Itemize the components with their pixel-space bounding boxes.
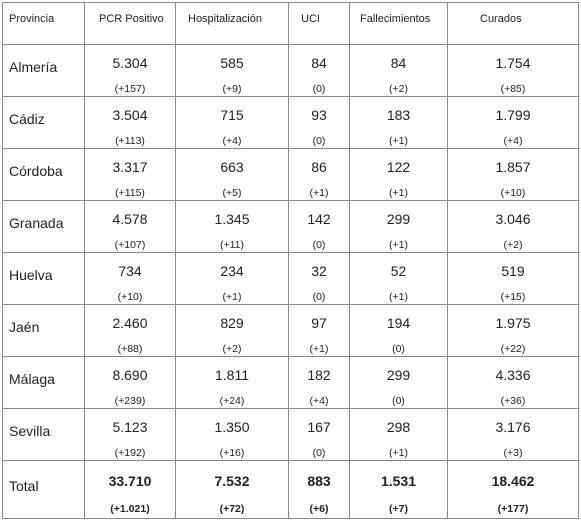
cell-pcr-positivo: [85, 45, 176, 97]
covid-province-table: [2, 2, 579, 519]
cell-value: 1.754: [495, 55, 531, 71]
cell-hospitalizacion: [176, 461, 289, 519]
cell-value: 84: [390, 55, 407, 71]
cell-value: 1.345: [214, 211, 250, 227]
cell-fallecimientos: [350, 253, 448, 305]
header-curados: Curados: [448, 3, 579, 45]
province-name: Sevilla: [3, 409, 85, 461]
cell-daily-change: (+2): [222, 343, 242, 355]
cell-value: 585: [220, 55, 244, 71]
cell-curados: [448, 461, 579, 519]
cell-value: 1.975: [495, 315, 531, 331]
cell-fallecimientos: [350, 97, 448, 149]
cell-fallecimientos: [350, 409, 448, 461]
cell-daily-change: (+4): [222, 135, 242, 147]
cell-value: 18.462: [491, 473, 535, 489]
cell-value: 3.504: [112, 107, 148, 123]
cell-daily-change: (+6): [309, 503, 329, 515]
cell-value: 1.799: [495, 107, 531, 123]
cell-value: 829: [220, 315, 244, 331]
cell-fallecimientos: [350, 461, 448, 519]
cell-daily-change: (0): [312, 291, 326, 303]
cell-daily-change: (+72): [219, 503, 245, 515]
table-total-row: [3, 461, 579, 519]
cell-value: 194: [386, 315, 411, 331]
province-name: Granada: [3, 201, 85, 253]
province-name: Cádiz: [3, 97, 85, 149]
cell-value: 734: [118, 263, 142, 279]
cell-daily-change: (+192): [114, 447, 146, 459]
cell-uci: [289, 97, 350, 149]
cell-hospitalizacion: [176, 253, 289, 305]
cell-hospitalizacion: [176, 97, 289, 149]
cell-daily-change: (0): [312, 447, 326, 459]
cell-daily-change: (+1): [222, 291, 242, 303]
cell-daily-change: (+157): [114, 83, 146, 95]
cell-hospitalizacion: [176, 305, 289, 357]
cell-uci: [289, 461, 350, 519]
cell-value: 8.690: [112, 367, 148, 383]
cell-daily-change: (+15): [500, 291, 526, 303]
cell-value: 299: [386, 211, 411, 227]
cell-value: 234: [220, 263, 244, 279]
cell-daily-change: (0): [392, 395, 405, 407]
cell-value: 4.578: [112, 211, 148, 227]
cell-value: 84: [311, 55, 327, 71]
cell-daily-change: (+7): [389, 503, 408, 515]
cell-value: 1.857: [495, 159, 531, 175]
cell-daily-change: (+1): [309, 187, 329, 199]
cell-hospitalizacion: [176, 409, 289, 461]
cell-pcr-positivo: [85, 461, 176, 519]
cell-value: 93: [311, 107, 327, 123]
header-hospitalizacion: Hospitalización: [176, 3, 289, 45]
cell-daily-change: (+3): [503, 447, 523, 459]
table-row: [3, 45, 579, 97]
cell-fallecimientos: [350, 45, 448, 97]
cell-daily-change: (+177): [497, 503, 529, 515]
cell-daily-change: (0): [312, 239, 326, 251]
cell-value: 5.123: [112, 419, 148, 435]
cell-curados: [448, 409, 579, 461]
cell-daily-change: (+11): [219, 239, 245, 251]
table-row: [3, 253, 579, 305]
cell-value: 142: [307, 211, 331, 227]
cell-value: 663: [220, 159, 244, 175]
cell-value: 183: [386, 107, 411, 123]
cell-value: 7.532: [214, 473, 250, 489]
cell-pcr-positivo: [85, 357, 176, 409]
cell-daily-change: (+5): [222, 187, 242, 199]
cell-pcr-positivo: [85, 253, 176, 305]
cell-value: 519: [501, 263, 525, 279]
table-row: [3, 409, 579, 461]
cell-daily-change: (+36): [500, 395, 526, 407]
cell-curados: [448, 149, 579, 201]
cell-daily-change: (+22): [500, 343, 526, 355]
cell-value: 1.811: [215, 367, 249, 383]
cell-daily-change: (+1): [389, 239, 408, 251]
cell-daily-change: (+1): [389, 135, 408, 147]
cell-hospitalizacion: [176, 201, 289, 253]
cell-daily-change: (+1): [389, 447, 408, 459]
cell-value: 32: [311, 263, 327, 279]
cell-value: 1.531: [380, 473, 417, 489]
cell-daily-change: (+1): [389, 291, 408, 303]
cell-uci: [289, 305, 350, 357]
cell-value: 97: [311, 315, 327, 331]
cell-daily-change: (+1): [389, 187, 408, 199]
cell-value: 3.176: [495, 419, 531, 435]
cell-value: 3.046: [495, 211, 531, 227]
cell-curados: [448, 253, 579, 305]
cell-value: 299: [386, 367, 411, 383]
cell-value: 715: [220, 107, 244, 123]
cell-curados: [448, 305, 579, 357]
cell-value: 3.317: [112, 159, 148, 175]
table-row: [3, 149, 579, 201]
cell-hospitalizacion: [176, 45, 289, 97]
cell-daily-change: (0): [312, 135, 326, 147]
cell-daily-change: (+115): [115, 187, 145, 199]
cell-uci: [289, 253, 350, 305]
table-row: [3, 201, 579, 253]
cell-uci: [289, 149, 350, 201]
cell-daily-change: (0): [392, 343, 405, 355]
cell-fallecimientos: [350, 357, 448, 409]
cell-daily-change: (+113): [115, 135, 145, 147]
cell-daily-change: (+10): [117, 291, 143, 303]
cell-value: 52: [390, 263, 407, 279]
cell-value: 5.304: [112, 55, 148, 71]
cell-daily-change: (+10): [500, 187, 526, 199]
cell-daily-change: (+24): [219, 395, 245, 407]
cell-value: 883: [307, 473, 331, 489]
cell-uci: [289, 357, 350, 409]
header-fallecimientos: Fallecimientos: [350, 3, 448, 45]
table-row: [3, 97, 579, 149]
cell-daily-change: (+9): [222, 83, 242, 95]
header-pcr-positivo: PCR Positivo: [85, 3, 176, 45]
cell-daily-change: (+107): [114, 239, 146, 251]
cell-daily-change: (+16): [219, 447, 245, 459]
cell-hospitalizacion: [176, 357, 289, 409]
cell-fallecimientos: [350, 149, 448, 201]
cell-value: 1.350: [214, 419, 250, 435]
cell-pcr-positivo: [85, 409, 176, 461]
cell-pcr-positivo: [85, 201, 176, 253]
cell-pcr-positivo: [85, 305, 176, 357]
cell-pcr-positivo: [85, 97, 176, 149]
cell-value: 33.710: [108, 473, 152, 489]
table-header-row: [3, 3, 579, 45]
cell-daily-change: (+4): [309, 395, 329, 407]
cell-uci: [289, 201, 350, 253]
cell-daily-change: (+2): [389, 83, 408, 95]
cell-value: 182: [307, 367, 331, 383]
cell-fallecimientos: [350, 305, 448, 357]
cell-curados: [448, 357, 579, 409]
table-row: [3, 305, 579, 357]
cell-hospitalizacion: [176, 149, 289, 201]
cell-uci: [289, 45, 350, 97]
cell-curados: [448, 201, 579, 253]
header-uci: UCI: [289, 3, 350, 45]
cell-value: 167: [307, 419, 331, 435]
cell-curados: [448, 97, 579, 149]
province-name: Málaga: [3, 357, 85, 409]
cell-daily-change: (+1.021): [110, 503, 150, 515]
cell-uci: [289, 409, 350, 461]
cell-value: 122: [386, 159, 411, 175]
province-name: Jaén: [3, 305, 85, 357]
cell-daily-change: (+4): [503, 135, 523, 147]
data-table-container: [2, 2, 579, 519]
cell-daily-change: (+88): [117, 343, 143, 355]
cell-daily-change: (+239): [114, 395, 146, 407]
cell-value: 86: [311, 159, 327, 175]
cell-value: 4.336: [495, 367, 531, 383]
header-provincia: Provincia: [3, 3, 85, 45]
cell-value: 298: [386, 419, 411, 435]
cell-daily-change: (+85): [500, 83, 526, 95]
cell-daily-change: (0): [312, 83, 326, 95]
cell-curados: [448, 45, 579, 97]
cell-fallecimientos: [350, 201, 448, 253]
cell-daily-change: (+2): [503, 239, 523, 251]
cell-pcr-positivo: [85, 149, 176, 201]
province-name: Córdoba: [3, 149, 85, 201]
cell-daily-change: (+1): [309, 343, 329, 355]
cell-value: 2.460: [112, 315, 148, 331]
table-row: [3, 357, 579, 409]
province-name: Huelva: [3, 253, 85, 305]
province-name: Almería: [3, 45, 85, 97]
province-name: Total: [3, 461, 85, 519]
